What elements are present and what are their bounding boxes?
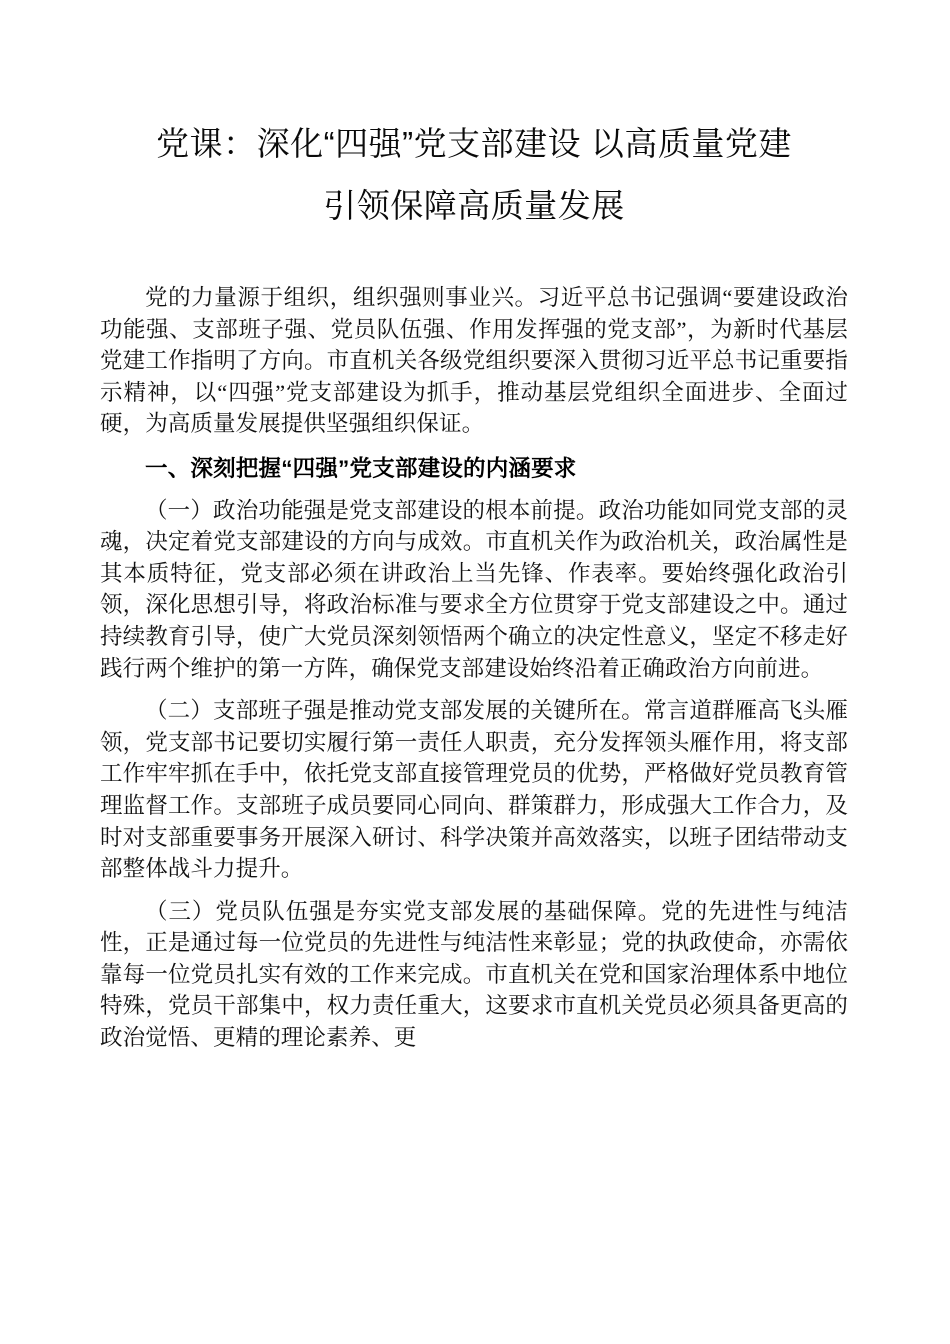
page-title-line-1: 党课：深化“四强”党支部建设 以高质量党建 <box>156 125 792 162</box>
section-1-paragraph-1: （一）政治功能强是党支部建设的根本前提。政治功能如同党支部的灵魂，决定着党支部建设的方向与成效。市直机关作为政治机关，政治属性是其本质特征，党支部必须在讲政治上当先锋、作表率。要始终强化政治引领，深化思想引导，将政治标准与要求全方位贯穿于党支部建设之中。通过持续教育引导，使广大党员深刻领悟两个确立的决定性意义，坚定不移走好践行两个维护的第一方阵，确保党支部建设始终沿着正确政治方向前进。 <box>100 497 848 681</box>
title-body-spacer <box>100 237 848 282</box>
section-heading-1: 一、深刻把握“四强”党支部建设的内涵要求 <box>145 455 577 481</box>
page-title-line-2: 引领保障高质量发展 <box>323 187 625 224</box>
page-title <box>100 0 848 237</box>
section-1-paragraph-3: （三）党员队伍强是夯实党支部发展的基础保障。党的先进性与纯洁性，正是通过每一位党员的先进性与纯洁性来彰显；党的执政使命，亦需依靠每一位党员扎实有效的工作来完成。市直机关在党和国家治理体系中地位特殊，党员干部集中，权力责任重大，这要求市直机关党员必须具备更高的政治觉悟、更精的理论素养、更 <box>100 898 848 1051</box>
heading-top-spacer <box>100 440 848 453</box>
paragraph-spacer-1 <box>100 684 848 695</box>
heading-bottom-spacer <box>100 485 848 495</box>
document-body <box>100 0 848 1054</box>
section-1-paragraph-2: （二）支部班子强是推动党支部发展的关键所在。常言道群雁高飞头雁领，党支部书记要切实履行第一责任人职责，充分发挥领头雁作用，将支部工作牢牢抓在手中，依托党支部直接管理党员的优势，严格做好党员教育管理监督工作。支部班子成员要同心同向、群策群力，形成强大工作合力，及时对支部重要事务开展深入研讨、科学决策并高效落实，以班子团结带动支部整体战斗力提升。 <box>100 698 848 882</box>
paragraph-spacer-2 <box>100 885 848 896</box>
intro-paragraph: 党的力量源于组织，组织强则事业兴。习近平总书记强调“要建设政治功能强、支部班子强、党员队伍强、作用发挥强的党支部”，为新时代基层党建工作指明了方向。市直机关各级党组织要深入贯彻习近平总书记重要指示精神，以“四强”党支部建设为抓手，推动基层党组织全面进步、全面过硬，为高质量发展提供坚强组织保证。 <box>100 285 848 437</box>
